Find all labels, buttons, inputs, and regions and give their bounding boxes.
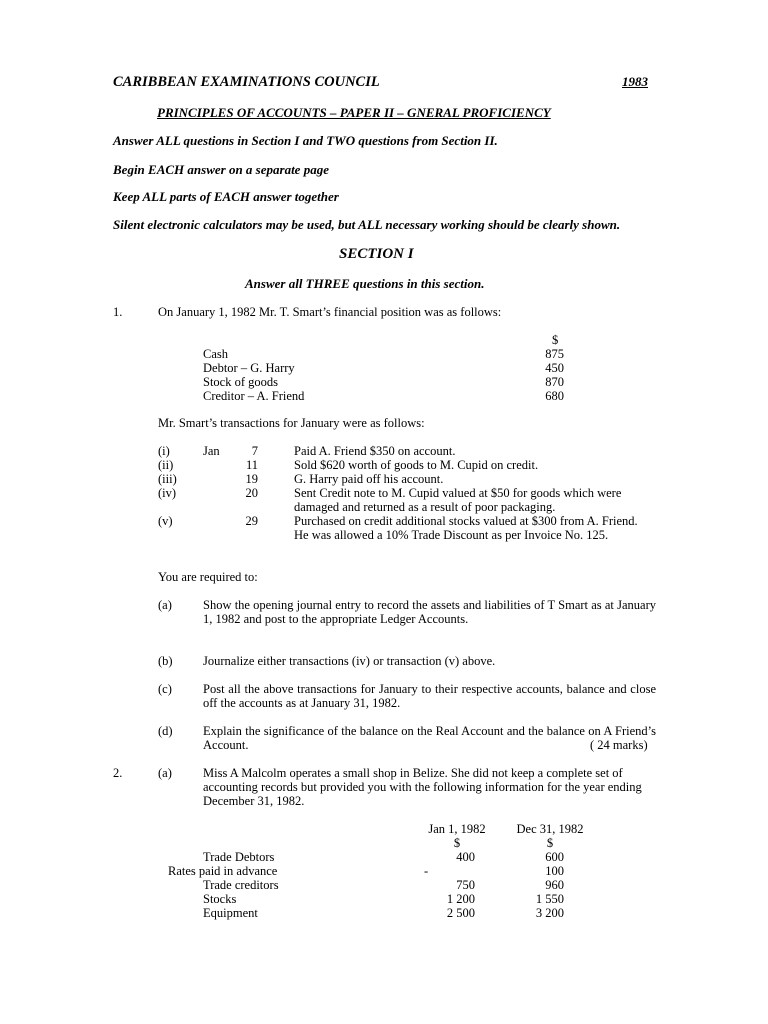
q2-row-label: Trade creditors bbox=[203, 878, 279, 892]
instruction-4: Silent electronic calculators may be used, but ALL necessary working should be clearly shown. bbox=[113, 217, 621, 232]
transaction-number: (iii) bbox=[158, 472, 177, 486]
q2-row-label: Rates paid in advance bbox=[168, 864, 278, 878]
transaction-text: Sent Credit note to M. Cupid valued at $50 for goods which were damaged and returned as a result of poor packaging. bbox=[294, 486, 622, 514]
part-label: (d) bbox=[158, 724, 173, 738]
council-title: CARIBBEAN EXAMINATIONS COUNCIL bbox=[113, 74, 380, 90]
q2-part-label: (a) bbox=[158, 766, 172, 780]
q1-item-label: Stock of goods bbox=[203, 375, 278, 389]
q2-col-header-jan: Jan 1, 1982 bbox=[428, 822, 486, 836]
part-text: Journalize either transactions (iv) or transaction (v) above. bbox=[203, 654, 496, 668]
q2-col-currency: $ bbox=[453, 836, 461, 850]
q1-item-value: 875 bbox=[545, 347, 564, 361]
part-text: Post all the above transactions for January to their respective accounts, balance and close off the accounts as at January 31, 1982. bbox=[203, 682, 656, 710]
paper-title: PRINCIPLES OF ACCOUNTS – PAPER II – GNERAL PROFICIENCY bbox=[157, 105, 551, 120]
transaction-day: 19 bbox=[245, 472, 258, 486]
q2-row-v2: 960 bbox=[545, 878, 564, 892]
q2-row-v1: 2 500 bbox=[446, 906, 475, 920]
q1-number: 1. bbox=[113, 305, 123, 319]
q2-row-v2: 100 bbox=[545, 864, 564, 878]
transaction-number: (iv) bbox=[158, 486, 177, 500]
transaction-day: 7 bbox=[251, 444, 258, 458]
q2-number: 2. bbox=[113, 766, 123, 780]
q1-currency: $ bbox=[552, 333, 559, 347]
q2-row-v2: 1 550 bbox=[535, 892, 564, 906]
q2-col-currency: $ bbox=[546, 836, 554, 850]
transaction-month: Jan bbox=[203, 444, 220, 458]
q1-item-label: Debtor – G. Harry bbox=[203, 361, 295, 375]
instruction-3: Keep ALL parts of EACH answer together bbox=[113, 189, 339, 204]
transaction-number: (v) bbox=[158, 514, 173, 528]
section-title: SECTION I bbox=[339, 246, 414, 262]
part-text: Explain the significance of the balance on the Real Account and the balance on A Friend’s Account. bbox=[203, 724, 656, 752]
q2-row-label: Trade Debtors bbox=[203, 850, 275, 864]
q1-item-value: 680 bbox=[545, 389, 564, 403]
transaction-text: Purchased on credit additional stocks valued at $300 from A. Friend. He was allowed a 10% Trade Discount as per Invoice No. 125. bbox=[294, 514, 638, 542]
section-subtitle: Answer all THREE questions in this section. bbox=[245, 276, 485, 291]
q2-row-label: Equipment bbox=[203, 906, 258, 920]
transaction-day: 29 bbox=[245, 514, 258, 528]
q1-required-intro: You are required to: bbox=[158, 570, 258, 584]
transaction-number: (i) bbox=[158, 444, 170, 458]
q2-row-v2: 3 200 bbox=[535, 906, 564, 920]
q1-intro: On January 1, 1982 Mr. T. Smart’s financial position was as follows: bbox=[158, 305, 502, 319]
q2-row-v1: - bbox=[424, 864, 429, 878]
q1-item-value: 450 bbox=[545, 361, 564, 375]
part-label: (a) bbox=[158, 598, 172, 612]
transaction-number: (ii) bbox=[158, 458, 174, 472]
q2-row-v1: 1 200 bbox=[446, 892, 475, 906]
part-label: (b) bbox=[158, 654, 173, 668]
exam-year: 1983 bbox=[622, 74, 648, 89]
q2-row-v1: 750 bbox=[456, 878, 475, 892]
q2-row-label: Stocks bbox=[203, 892, 237, 906]
instruction-1: Answer ALL questions in Section I and TWO questions from Section II. bbox=[113, 133, 498, 148]
q1-marks: ( 24 marks) bbox=[586, 738, 648, 752]
transaction-text: G. Harry paid off his account. bbox=[294, 472, 444, 486]
part-text: Show the opening journal entry to record the assets and liabilities of T Smart as at January 1, 1982 and post to the appropriate Ledger Accounts. bbox=[203, 598, 656, 626]
q1-item-value: 870 bbox=[545, 375, 564, 389]
q1-item-label: Creditor – A. Friend bbox=[203, 389, 305, 403]
transaction-text: Paid A. Friend $350 on account. bbox=[294, 444, 456, 458]
q2-row-v2: 600 bbox=[545, 850, 564, 864]
q2-col-header-dec: Dec 31, 1982 bbox=[516, 822, 584, 836]
instruction-2: Begin EACH answer on a separate page bbox=[113, 162, 329, 177]
q1-item-label: Cash bbox=[203, 347, 228, 361]
q1-transactions-intro: Mr. Smart’s transactions for January were as follows: bbox=[158, 416, 425, 430]
transaction-day: 11 bbox=[245, 458, 258, 472]
part-label: (c) bbox=[158, 682, 172, 696]
transaction-text: Sold $620 worth of goods to M. Cupid on credit. bbox=[294, 458, 539, 472]
q2-text: Miss A Malcolm operates a small shop in Belize. She did not keep a complete set of accounting records but provided you with the following information for the year ending December 31, 1982. bbox=[203, 766, 642, 808]
q2-row-v1: 400 bbox=[456, 850, 475, 864]
transaction-day: 20 bbox=[245, 486, 258, 500]
